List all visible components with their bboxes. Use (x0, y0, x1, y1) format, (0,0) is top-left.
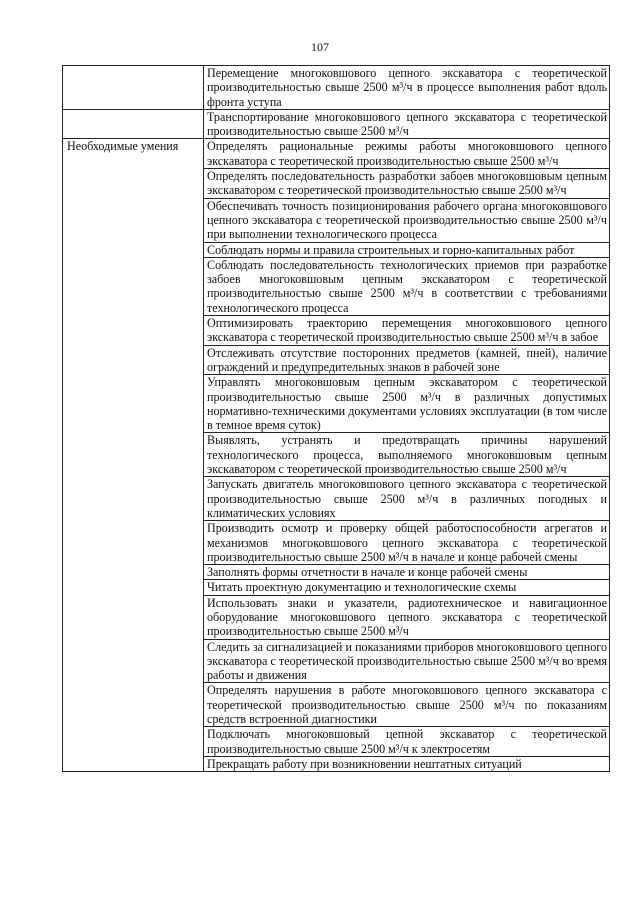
table-cell-item: Заполнять формы отчетности в начале и конце рабочей смены (204, 565, 610, 580)
table-cell-item: Использовать знаки и указатели, радиотехническое и навигационное оборудование многоковшового цепного экскаватора с теоретической производительностью свыше 2500 м³/ч (204, 595, 610, 639)
table-cell-item: Обеспечивать точность позиционирования рабочего органа многоковшового цепного экскаватора с теоретической производительностью свыше 2500 м³/ч при выполнении технологического процесса (204, 198, 610, 242)
table-cell-item: Перемещение многоковшового цепного экскаватора с теоретической производительностью свыше 2500 м³/ч в процессе выполнения работ вдоль фронта уступа (204, 66, 610, 110)
table-cell-item: Запускать двигатель многоковшового цепного экскаватора с теоретической производительностью свыше 2500 м³/ч в различных погодных и климатических условиях (204, 477, 610, 521)
table-cell-item: Определять рациональные режимы работы многоковшового цепного экскаватора с теоретической производительностью свыше 2500 м³/ч (204, 139, 610, 169)
table-cell-item: Прекращать работу при возникновении нештатных ситуаций (204, 756, 610, 771)
table-cell-item: Читать проектную документацию и технологические схемы (204, 580, 610, 595)
table-cell-item: Выявлять, устранять и предотвращать причины нарушений технологического процесса, выполняемого многоковшовым цепным экскаватором с теоретической производительностью свыше 2500 м³/ч (204, 433, 610, 477)
table-cell-item: Производить осмотр и проверку общей работоспособности агрегатов и механизмов многоковшового цепного экскаватора с теоретической производительностью свыше 2500 м³/ч в начале и конце рабочей смены (204, 521, 610, 565)
table-row (63, 109, 610, 139)
table-cell-item: Управлять многоковшовым цепным экскаватором с теоретической производительностью свыше 2500 м³/ч в различных допустимых нормативно-техническими документами условиях эксплуатации (в том числе в темное время суток) (204, 375, 610, 433)
section-label-cell: Необходимые умения (63, 139, 204, 772)
table-cell-item: Соблюдать последовательность технологических приемов при разработке забоев многоковшовым цепным экскаватором с теоретической производительностью свыше 2500 м³/ч в соответствии с требованиями технологического процесса (204, 257, 610, 315)
table-cell-item: Оптимизировать траекторию перемещения многоковшового цепного экскаватора с теоретической производительностью свыше 2500 м³/ч в забое (204, 316, 610, 346)
table-cell-item: Соблюдать нормы и правила строительных и горно-капитальных работ (204, 242, 610, 257)
table-row (63, 66, 610, 110)
table-cell-item: Следить за сигнализацией и показаниями приборов многоковшового цепного экскаватора с теоретической производительностью свыше 2500 м³/ч во время работы и движения (204, 639, 610, 683)
table-cell-item: Отслеживать отсутствие посторонних предметов (камней, пней), наличие ограждений и предупредительных знаков в рабочей зоне (204, 345, 610, 375)
table-cell-empty (63, 66, 204, 110)
table-cell-item: Определять нарушения в работе многоковшового цепного экскаватора с теоретической производительностью свыше 2500 м³/ч по показаниям средств встроенной диагностики (204, 683, 610, 727)
table-row (63, 139, 610, 169)
table-cell-empty (63, 109, 204, 139)
table-cell-item: Подключать многоковшовый цепной экскаватор с теоретической производительностью свыше 2500 м³/ч к электросетям (204, 727, 610, 757)
table-cell-item: Определять последовательность разработки забоев многоковшовым цепным экскаватором с теоретической производительностью свыше 2500 м³/ч (204, 169, 610, 199)
page-number: 107 (311, 40, 329, 54)
requirements-table (62, 65, 610, 772)
table-cell-item: Транспортирование многоковшового цепного экскаватора с теоретической производительностью свыше 2500 м³/ч (204, 109, 610, 139)
